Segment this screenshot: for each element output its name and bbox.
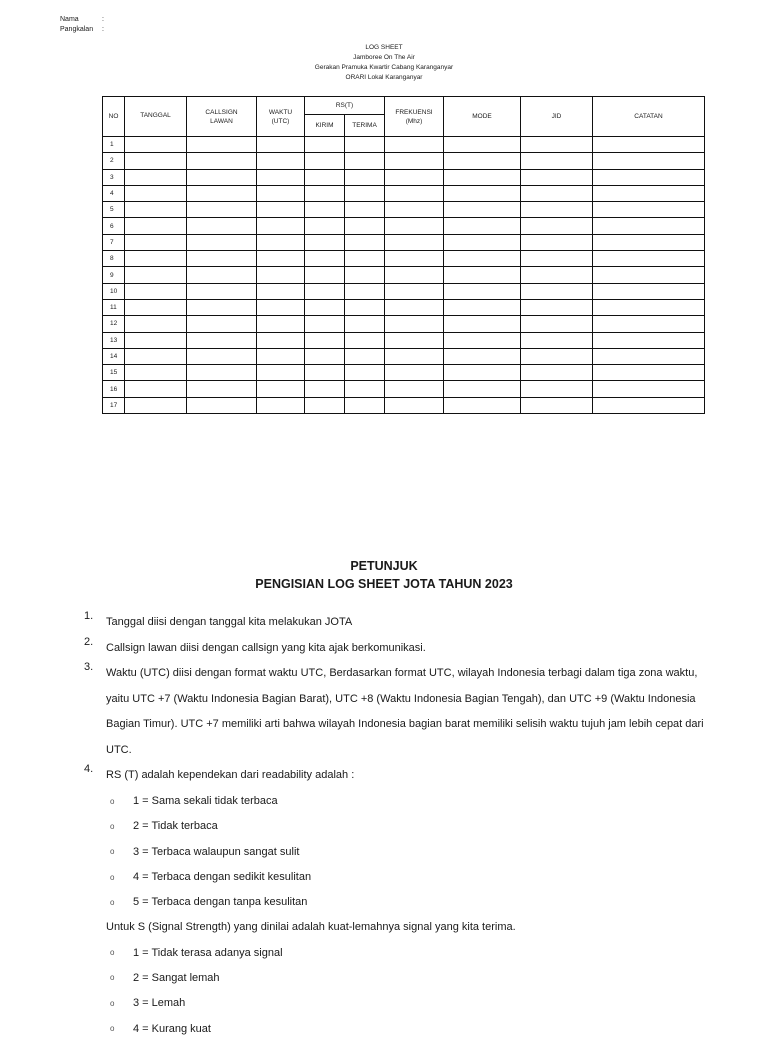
readability-text: 3 = Terbaca walaupun sangat sulit [133,845,300,858]
row-number: 2 [103,153,125,169]
log-cell [521,381,593,397]
col-header-waktu-line2: (UTC) [271,117,290,125]
document-titles [0,43,768,83]
log-cell [521,234,593,250]
log-row [103,185,705,201]
log-cell [385,234,444,250]
log-cell [257,332,305,348]
log-cell [345,153,385,169]
col-header-callsign-line2: LAWAN [210,117,233,125]
log-cell [305,299,345,315]
col-header-terima: TERIMA [345,115,385,137]
row-number: 4 [103,185,125,201]
log-cell [305,316,345,332]
log-cell [345,397,385,413]
log-cell [385,365,444,381]
log-cell [385,316,444,332]
log-cell [593,153,705,169]
log-row [103,218,705,234]
log-cell [305,348,345,364]
log-cell [125,202,187,218]
field-pangkalan-label: Pangkalan [60,26,94,33]
log-row [103,202,705,218]
log-cell [593,137,705,153]
log-cell [444,234,521,250]
log-cell [345,381,385,397]
readability-item [110,814,704,839]
signal-text: 2 = Sangat lemah [133,971,220,984]
log-cell [187,153,257,169]
log-cell [593,218,705,234]
col-header-catatan: CATATAN [593,97,705,137]
log-row [103,153,705,169]
log-cell [593,299,705,315]
signal-item [110,940,704,965]
log-cell [385,267,444,283]
log-cell [521,283,593,299]
log-row [103,365,705,381]
col-header-kirim: KIRIM [305,115,345,137]
log-row [103,169,705,185]
row-number: 13 [103,332,125,348]
log-cell [385,283,444,299]
log-cell [444,283,521,299]
log-cell [593,251,705,267]
col-header-frekuensi-line2: (Mhz) [405,117,423,125]
log-cell [444,316,521,332]
log-cell [187,332,257,348]
log-cell [444,153,521,169]
row-number: 11 [103,299,125,315]
log-cell [305,397,345,413]
log-cell [521,153,593,169]
log-cell [257,234,305,250]
row-number: 17 [103,397,125,413]
signal-list [84,940,704,1041]
log-cell [125,185,187,201]
log-cell [593,234,705,250]
log-cell [521,202,593,218]
log-cell [257,381,305,397]
col-header-callsign [187,97,257,137]
log-row [103,137,705,153]
log-cell [257,202,305,218]
field-nama-sep: : [102,16,104,23]
log-cell [187,267,257,283]
log-cell [521,169,593,185]
log-cell [345,137,385,153]
log-cell [305,365,345,381]
log-table [102,96,705,414]
instruction-step [84,610,704,636]
log-row [103,348,705,364]
log-cell [257,316,305,332]
log-cell [444,299,521,315]
log-cell [444,381,521,397]
log-cell [305,381,345,397]
log-cell [187,299,257,315]
bullet-icon: o [110,973,115,983]
log-cell [125,251,187,267]
log-cell [305,202,345,218]
log-cell [257,267,305,283]
log-row [103,234,705,250]
instructions-heading [0,557,768,593]
log-cell [305,267,345,283]
log-cell [257,251,305,267]
log-cell [444,365,521,381]
log-cell [444,169,521,185]
row-number: 7 [103,234,125,250]
readability-item [110,789,704,814]
log-cell [125,169,187,185]
log-cell [305,218,345,234]
log-cell [385,251,444,267]
log-cell [305,169,345,185]
title-event: Jamboree On The Air [353,54,415,61]
log-cell [521,185,593,201]
log-cell [521,365,593,381]
bullet-icon: o [110,948,115,958]
log-cell [125,234,187,250]
log-cell [521,332,593,348]
title-organization: Gerakan Pramuka Kwartir Cabang Karanganyar [314,64,454,71]
log-cell [345,202,385,218]
col-header-tanggal: TANGGAL [125,97,187,137]
field-nama-label: Nama [60,16,79,23]
log-cell [385,137,444,153]
log-cell [444,348,521,364]
col-header-jid: JID [521,97,593,137]
step-text: Callsign lawan diisi dengan callsign yang kita ajak berkomunikasi. [106,641,426,654]
row-number: 1 [103,137,125,153]
log-cell [187,348,257,364]
instruction-step [84,763,704,789]
log-cell [444,397,521,413]
log-cell [444,137,521,153]
log-cell [125,348,187,364]
log-cell [444,332,521,348]
log-cell [385,381,444,397]
bullet-icon: o [110,796,115,806]
log-row [103,397,705,413]
log-cell [385,299,444,315]
log-cell [593,381,705,397]
log-cell [305,332,345,348]
log-cell [345,299,385,315]
log-cell [593,348,705,364]
step-text: Waktu (UTC) diisi dengan format waktu UTC, Berdasarkan format UTC, wilayah Indonesia terbagi dalam tiga zona waktu, yaitu UTC +7 (Waktu Indonesia Bagian Barat), UTC +8 (Waktu Indonesia Bagian Tengah), dan UTC +9 (Waktu Indonesia Bagian Timur). UTC +7 memiliki arti bahwa wilayah Indonesia bagian barat memiliki selisih waktu tujuh jam lebih cepat dari UTC. [106,667,704,756]
readability-list [84,789,704,915]
log-cell [187,283,257,299]
bullet-icon: o [110,872,115,882]
log-cell [305,234,345,250]
log-cell [593,332,705,348]
log-cell [521,251,593,267]
log-cell [257,185,305,201]
step-number: 3. [84,661,94,673]
log-cell [305,153,345,169]
log-cell [257,365,305,381]
instruction-step [84,636,704,662]
signal-text: 1 = Tidak terasa adanya signal [133,946,283,959]
row-number: 5 [103,202,125,218]
instructions-title: PETUNJUK [350,559,418,573]
log-cell [521,137,593,153]
log-row [103,299,705,315]
log-cell [257,397,305,413]
readability-item [110,890,704,915]
bullet-icon: o [110,847,115,857]
log-table-body [103,137,705,414]
log-cell [345,234,385,250]
log-cell [187,251,257,267]
col-header-no: NO [103,97,125,137]
signal-item [110,1016,704,1041]
row-number: 15 [103,365,125,381]
log-cell [345,316,385,332]
log-cell [125,267,187,283]
step-number: 4. [84,763,94,775]
log-cell [125,218,187,234]
bullet-icon: o [110,897,115,907]
log-cell [305,137,345,153]
bullet-icon: o [110,1024,115,1034]
log-cell [257,137,305,153]
log-cell [593,316,705,332]
log-cell [125,299,187,315]
log-cell [593,185,705,201]
col-header-waktu [257,97,305,137]
log-cell [187,397,257,413]
log-cell [521,218,593,234]
signal-item [110,965,704,990]
log-cell [444,251,521,267]
header-fields [60,15,104,35]
col-header-frekuensi [385,97,444,137]
log-cell [187,169,257,185]
log-cell [521,267,593,283]
log-cell [345,332,385,348]
log-cell [125,332,187,348]
step-text: RS (T) adalah kependekan dari readability adalah : [106,769,355,781]
log-cell [187,185,257,201]
readability-item [110,864,704,889]
instructions-subtitle: PENGISIAN LOG SHEET JOTA TAHUN 2023 [255,577,513,591]
row-number: 14 [103,348,125,364]
readability-text: 1 = Sama sekali tidak terbaca [133,795,278,808]
instructions-list [84,610,704,1041]
log-cell [593,169,705,185]
log-cell [385,169,444,185]
log-cell [521,299,593,315]
step-text: Tanggal diisi dengan tanggal kita melakukan JOTA [106,616,353,628]
log-cell [187,381,257,397]
log-cell [187,218,257,234]
step-number: 1. [84,610,94,622]
row-number: 12 [103,316,125,332]
log-cell [305,283,345,299]
readability-text: 4 = Terbaca dengan sedikit kesulitan [133,871,312,884]
log-cell [187,202,257,218]
bullet-icon: o [110,821,115,831]
step-number: 2. [84,635,94,648]
log-row [103,332,705,348]
row-number: 6 [103,218,125,234]
log-cell [257,299,305,315]
log-cell [187,234,257,250]
log-cell [385,332,444,348]
log-cell [385,202,444,218]
log-cell [305,185,345,201]
log-cell [521,348,593,364]
log-cell [125,137,187,153]
title-orari: ORARI Lokal Karanganyar [345,74,423,81]
log-cell [345,169,385,185]
log-row [103,316,705,332]
log-cell [125,283,187,299]
log-cell [444,267,521,283]
row-number: 3 [103,169,125,185]
log-cell [345,267,385,283]
row-number: 16 [103,381,125,397]
log-cell [593,267,705,283]
col-header-waktu-line1: WAKTU [268,108,293,116]
log-cell [593,283,705,299]
field-nama [60,15,104,25]
log-cell [444,202,521,218]
log-cell [125,397,187,413]
signal-item [110,991,704,1016]
log-row [103,251,705,267]
log-cell [345,185,385,201]
log-cell [593,397,705,413]
log-cell [385,348,444,364]
log-cell [385,397,444,413]
log-cell [593,202,705,218]
bullet-icon: o [110,998,115,1008]
signal-text: 3 = Lemah [133,997,186,1010]
log-cell [345,365,385,381]
log-cell [345,348,385,364]
log-cell [125,381,187,397]
log-row [103,267,705,283]
log-cell [125,153,187,169]
col-header-callsign-line1: CALLSIGN [205,108,238,116]
readability-text: 2 = Tidak terbaca [133,820,218,833]
log-cell [521,397,593,413]
log-cell [521,316,593,332]
log-cell [125,316,187,332]
log-row [103,283,705,299]
log-cell [305,251,345,267]
log-cell [257,348,305,364]
signal-intro: Untuk S (Signal Strength) yang dinilai adalah kuat-lemahnya signal yang kita terima. [106,921,516,934]
log-cell [125,365,187,381]
log-cell [593,365,705,381]
log-cell [385,218,444,234]
log-cell [385,153,444,169]
log-cell [187,316,257,332]
log-cell [444,185,521,201]
title-log-sheet: LOG SHEET [365,44,403,51]
log-cell [257,153,305,169]
row-number: 9 [103,267,125,283]
field-pangkalan-sep: : [102,26,104,33]
log-cell [345,283,385,299]
log-cell [444,218,521,234]
col-header-rs: RS(T) [305,97,385,115]
field-pangkalan [60,25,104,35]
readability-item [110,839,704,864]
readability-text: 5 = Terbaca dengan tanpa kesulitan [133,896,308,909]
log-cell [257,218,305,234]
row-number: 8 [103,251,125,267]
instruction-step [84,661,704,763]
log-cell [345,218,385,234]
log-cell [187,137,257,153]
signal-text: 4 = Kurang kuat [133,1022,211,1035]
log-cell [385,185,444,201]
log-cell [257,283,305,299]
log-cell [187,365,257,381]
col-header-frekuensi-line1: FREKUENSI [395,108,433,116]
log-row [103,381,705,397]
col-header-mode: MODE [444,97,521,137]
row-number: 10 [103,283,125,299]
log-cell [345,251,385,267]
log-cell [257,169,305,185]
